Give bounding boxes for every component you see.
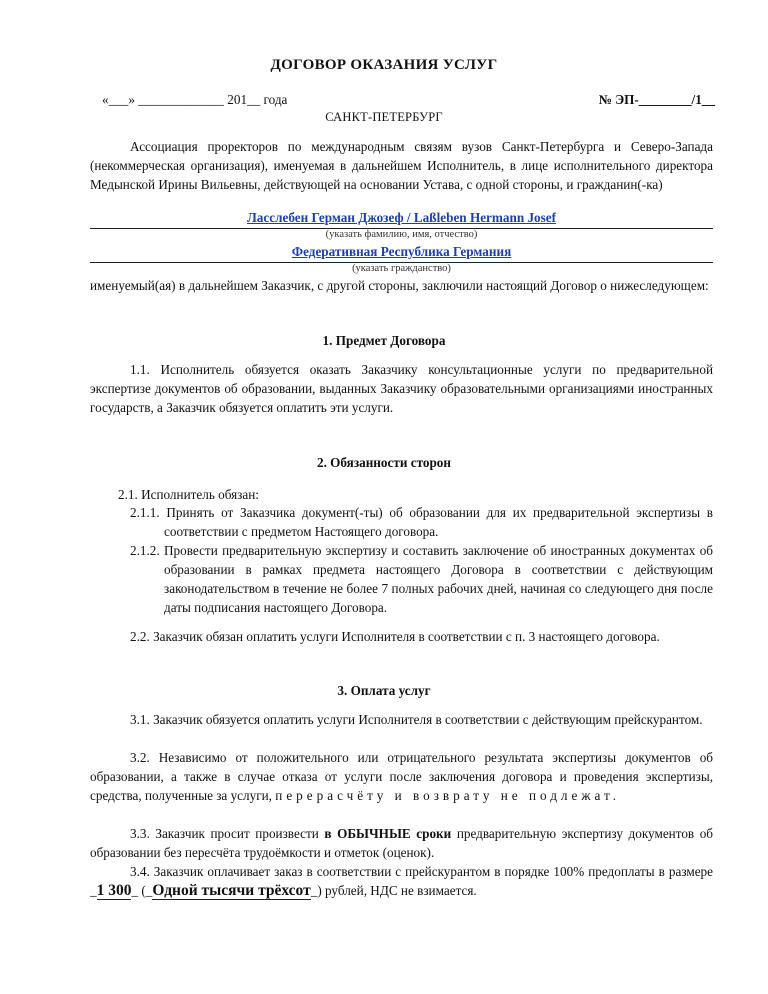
document-title: ДОГОВОР ОКАЗАНИЯ УСЛУГ (270, 57, 498, 73)
clause-3-4: 3.4. Заказчик оплачивает заказ в соответствии с прейскурантом в порядке 100% предоплаты в размере _1 300_ (_Одной тысячи трёхсот_) рублей, НДС не взимается. (90, 864, 713, 899)
clause-3-3-text-a: 3.3. Заказчик просит произвести (130, 826, 319, 841)
clause-3-3-text-b: предварительную экспертизу документов об образовании без пересчёта трудоёмкости и отметок (оценок). (90, 826, 714, 860)
city: САНКТ-ПЕТЕРБУРГ (325, 110, 443, 124)
clause-3-3 (90, 824, 713, 862)
citizenship-hint: (указать гражданство) (352, 263, 451, 274)
clause-3-4-text-a: 3.4. Заказчик оплачивает заказ в соответствии с прейскурантом в порядке 100% предоплаты в размере (130, 864, 713, 879)
section-2-title: 2. Обязанности сторон (316, 455, 452, 470)
customer-name: Ласслебен Герман Джозеф / Laßleben Hermann Josef (246, 210, 557, 225)
customer-name-line (90, 208, 713, 229)
clause-3-2-text: 3.2. Независимо от положительного или отрицательного результата экспертизы документов об образовании, а также в случае отказа от услуги после заключения договора и проведения экспертизы, средства, полученные за услуги, (90, 750, 713, 803)
clause-1-1: 1.1. Исполнитель обязуется оказать Заказчику консультационные услуги по предварительной экспертизе документов об образовании, выданных Заказчику образовательными организациями иностранных государств, а Заказчик обязуется оплатить эти услуги. (90, 362, 713, 415)
clause-2-2: 2.2. Заказчик обязан оплатить услуги Исполнителя в соответствии с п. 3 настоящего договора. (130, 629, 660, 644)
intro-paragraph: Ассоциация проректоров по международным связям вузов Санкт-Петербурга и Северо-Запада (некоммерческая организация), именуемая в дальнейшем Исполнитель, в лице исполнительного директора Медынской Ирины Вильевны, действующей на основании Устава, с одной стороны, и гражданин(-ка) (90, 139, 713, 192)
citizenship-line (90, 242, 713, 263)
clause-2-1-2: 2.1.2. Провести предварительную экспертизу и составить заключение об иностранных документах об образовании в рамках предмета настоящего Договора в соответствии с действующим законодательством в течение не более 7 полных рабочих дней, начиная со следующего дня после даты подписания настоящего Договора. (130, 543, 713, 615)
citizenship: Федеративная Республика Германия (291, 244, 512, 259)
clause-2-1-1: 2.1.1. Принять от Заказчика документ(-ты) об образовании для их предварительной экспертизы в соответствии с предметом Настоящего договора. (130, 505, 713, 539)
no-refund-text: перерасчёту и возврату не подлежат. (275, 788, 621, 803)
clause-3-1: 3.1. Заказчик обязуется оплатить услуги Исполнителя в соответствии с действующим прейскурантом. (130, 712, 703, 727)
intro-end-paragraph: именуемый(ая) в дальнейшем Заказчик, с другой стороны, заключили настоящий Договор о нижеследующем: (90, 278, 709, 293)
clause-3-4-text-b: ) рублей, НДС не взимается. (317, 883, 477, 898)
section-3-title: 3. Оплата услуг (337, 683, 431, 698)
contract-date: «___» _____________ 201__ года (102, 92, 288, 107)
section-1-title: 1. Предмет Договора (322, 333, 446, 348)
clause-3-2 (90, 748, 713, 805)
amount-words: Одной тысячи трёхсот (152, 882, 311, 899)
date-line (102, 90, 715, 109)
customer-name-hint: (указать фамилию, имя, отчество) (325, 229, 478, 240)
amount: 1 300 (96, 882, 132, 899)
regular-terms: в ОБЫЧНЫЕ сроки (324, 826, 452, 841)
clause-2-1: 2.1. Исполнитель обязан: (118, 487, 259, 502)
contract-number: № ЭП-________/1__ (598, 92, 715, 107)
